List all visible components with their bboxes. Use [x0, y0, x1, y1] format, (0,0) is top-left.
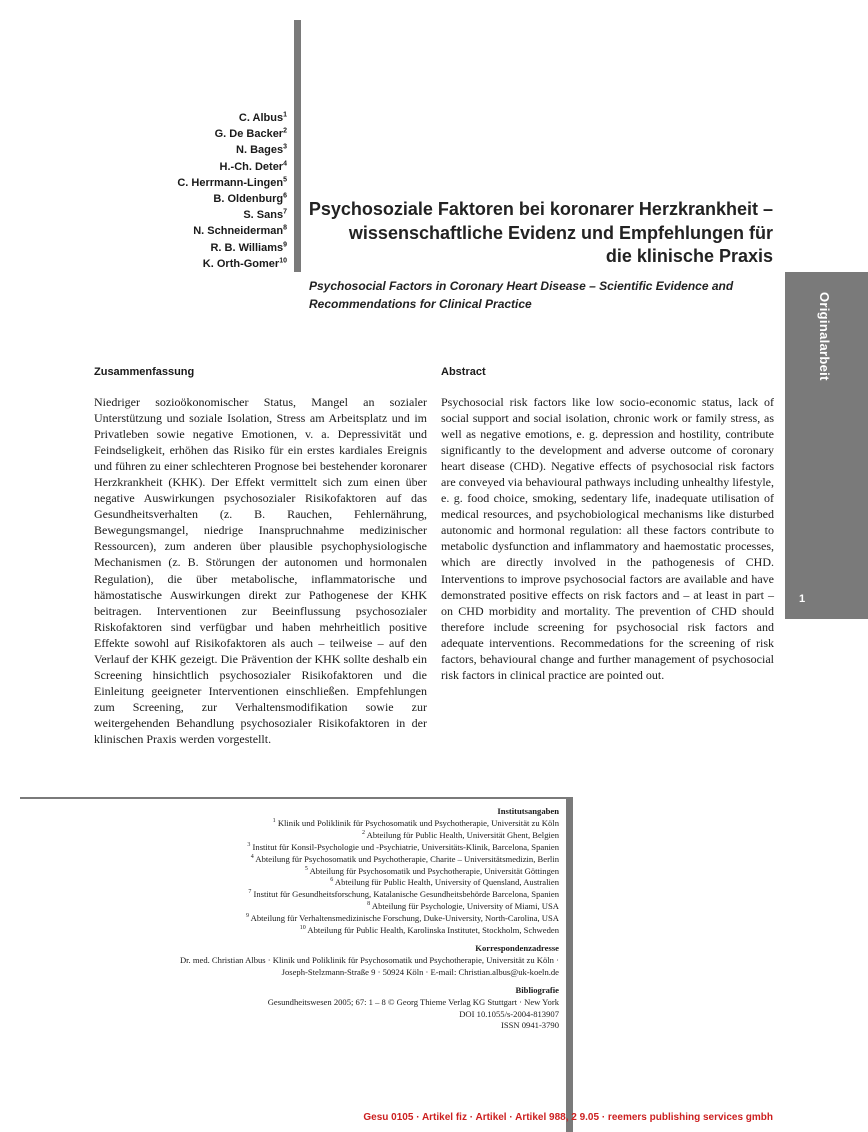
institution-item: $^5$ Abteilung für Psychosomatik und Psychotherapie, Universität Göttingen	[304, 865, 559, 876]
author-name: N. Bages$^3$	[236, 143, 287, 157]
bibliografie-heading: Bibliografie	[515, 984, 559, 995]
title-line: Psychosoziale Faktoren bei koronarer Herzkrankheit –	[308, 199, 773, 219]
author-name: H.-Ch. Deter$^4$	[219, 159, 287, 173]
institution-item: $^4$ Abteilung für Psychosomatik und Psychotherapie, Charite – Universitätsmedizin, Berlin	[250, 853, 559, 864]
english-title	[309, 277, 759, 313]
production-footer: Gesu 0105 · Artikel fiz · Artikel · Artikel 988, 2 9.05 · reemers publishing services gmbh	[363, 1112, 773, 1123]
zusammenfassung-heading: Zusammenfassung	[94, 366, 195, 378]
zusammenfassung-text: Niedriger sozioökonomischer Status, Mangel an sozialer Unterstützung und soziale Isolation, Stress am Arbeitsplatz und im Privatleben sowie negative Emotionen, v. a. Depressivität und Feindseligkeit, erhöhen das Risiko für ein erstes kardiales Ereignis und führen zu einer schlechteren Prognose bei bestehender koronarer Herzkrankheit (KHK). Der Effekt vermittelt sich zum einen über negative Auswirkungen psychosozialer Risikofaktoren auf das Gesundheitsverhalten (z. B. Rauchen, Fehlernährung, Bewegungsmangel, niedrige Inanspruchnahme medizinischer Ressourcen), zum anderen über plausible psychophysiologische Mechanismen (z. B. Störungen der autonomen und hormonalen Regulation), die über metabolische, inflammatorische und hämostatische Auswirkungen direkt zur Pathogenese der KHK beitragen. Interventionen zur Beeinflussung psychosozialer Riskofaktoren sind verfügbar und haben mehrheitlich positive Effekte sowohl auf Risikofaktoren als auch – teilweise – auf den Verlauf der KHK gezeigt. Die Prävention der KHK sollte deshalb ein Screening hinsichtlich psychosozialer Risikofaktoren und die Einleitung geeigneter Interventionen einschließen. Empfehlungen zum Screening, zur Verhaltensmodifikation sowie zur weitergehenden Behandlung psychosozialer Risikofaktoren in der klinischen Praxis werden vorgestellt.	[94, 395, 427, 746]
author-name: S. Sans$^7$	[243, 208, 287, 222]
issn: ISSN 0941-3790	[500, 1020, 559, 1031]
institution-item: $^{10}$ Abteilung für Public Health, Karolinska Institutet, Stockholm, Schweden	[299, 925, 559, 936]
abstract-text: Psychosocial risk factors like low socio-economic status, lack of social support and social isolation, chronic work or family stress, as well as negative emotions, e. g. depression and hostility, contribute significantly to the development and adverse outcome of coronary heart disease (CHD). Negative effects of psychosocial risk factors are conveyed via behavioural pathways including unhealthy lifestyle, e. g. food choice, smoking, sedentary life, inadequate utilisation of medical resources, and psychobiological mechanisms like disturbed autonomic and hormonal regulation: all these factors contribute to metabolic dysfunction and inflammatory and haemostatic processes, which are directly involved in the pathogenesis of CHD. Interventions to improve psychosocial factors are available and have demonstrated positive effects on risk factors and – at least in part – on CHD morbidity and mortality. The prevention of CHD should therefore include screening for psychosocial risk factors and adequate interventions. Recommedations for the screening of risk factors, behavioural change and further management of psychosocial risk factors in clinical practice are pointed out.	[441, 395, 774, 682]
page-number: 1	[799, 593, 806, 605]
section-tab	[785, 272, 868, 619]
abstract-heading: Abstract	[441, 366, 486, 378]
author-name: B. Oldenburg$^6$	[213, 192, 287, 206]
author-list	[177, 110, 287, 272]
author-name: G. De Backer$^2$	[214, 127, 287, 141]
institution-item: $^6$ Abteilung für Public Health, University of Quensland, Australien	[330, 877, 559, 888]
institution-item: $^2$ Abteilung für Public Health, Universität Ghent, Belgien	[361, 829, 559, 840]
header-rule-vertical	[294, 20, 301, 272]
institutsangaben-heading: Institutsangaben	[497, 806, 559, 816]
korrespondenz-line: Joseph-Stelzmann-Straße 9 · 50924 Köln · E-mail: Christian.albus@uk-koeln.de	[281, 966, 559, 977]
footer-rule-vertical	[566, 798, 573, 1132]
doi: DOI 10.1055/s-2004-813907	[459, 1008, 559, 1019]
author-name: R. B. Williams$^9$	[210, 240, 287, 254]
korrespondenz-line: Dr. med. Christian Albus · Klinik und Poliklinik für Psychosomatik und Psychotherapie, Universität zu Köln ·	[179, 954, 559, 965]
bibliografie-line: Gesundheitswesen 2005; 67: 1 – 8 © Georg Thieme Verlag KG Stuttgart · New York	[267, 996, 559, 1007]
institution-item: $^1$ Klinik und Poliklinik für Psychosomatik und Psychotherapie, Universität zu Köln	[272, 817, 559, 828]
institution-item: $^8$ Abteilung für Psychologie, University of Miami, USA	[367, 901, 559, 912]
author-name: C. Albus$^1$	[238, 111, 287, 124]
institution-item: $^7$ Institut für Gesundheitsforschung, Katalanische Gesundheitsbehörde Barcelona, Spanien	[248, 889, 559, 900]
section-tab-label: Originalarbeit	[817, 292, 832, 381]
institution-item: $^9$ Abteilung für Verhaltensmedizinische Forschung, Duke-University, North-Carolina, USA	[245, 913, 559, 924]
institution-item: $^3$ Institut für Konsil-Psychologie und -Psychiatrie, Universitäts-Klinik, Barcelona, Spanien	[247, 841, 559, 852]
institution-list	[39, 818, 559, 937]
title-line: wissenschaftliche Evidenz und Empfehlungen für	[348, 222, 773, 243]
abstract-section	[441, 365, 774, 683]
subtitle-line: Recommendations for Clinical Practice	[309, 297, 532, 311]
subtitle-line: Psychosocial Factors in Coronary Heart Disease – Scientific Evidence and	[309, 279, 734, 293]
affiliation-block	[39, 806, 559, 1032]
title-line: die klinische Praxis	[605, 246, 773, 266]
article-title	[303, 198, 773, 269]
zusammenfassung-section	[94, 365, 427, 747]
author-name: N. Schneiderman$^8$	[193, 224, 287, 238]
korrespondenz-heading: Korrespondenzadresse	[475, 942, 559, 953]
footer-rule-horizontal	[20, 797, 573, 799]
author-name: K. Orth-Gomer$^{10}$	[202, 257, 287, 270]
author-name: C. Herrmann-Lingen$^5$	[177, 176, 287, 189]
